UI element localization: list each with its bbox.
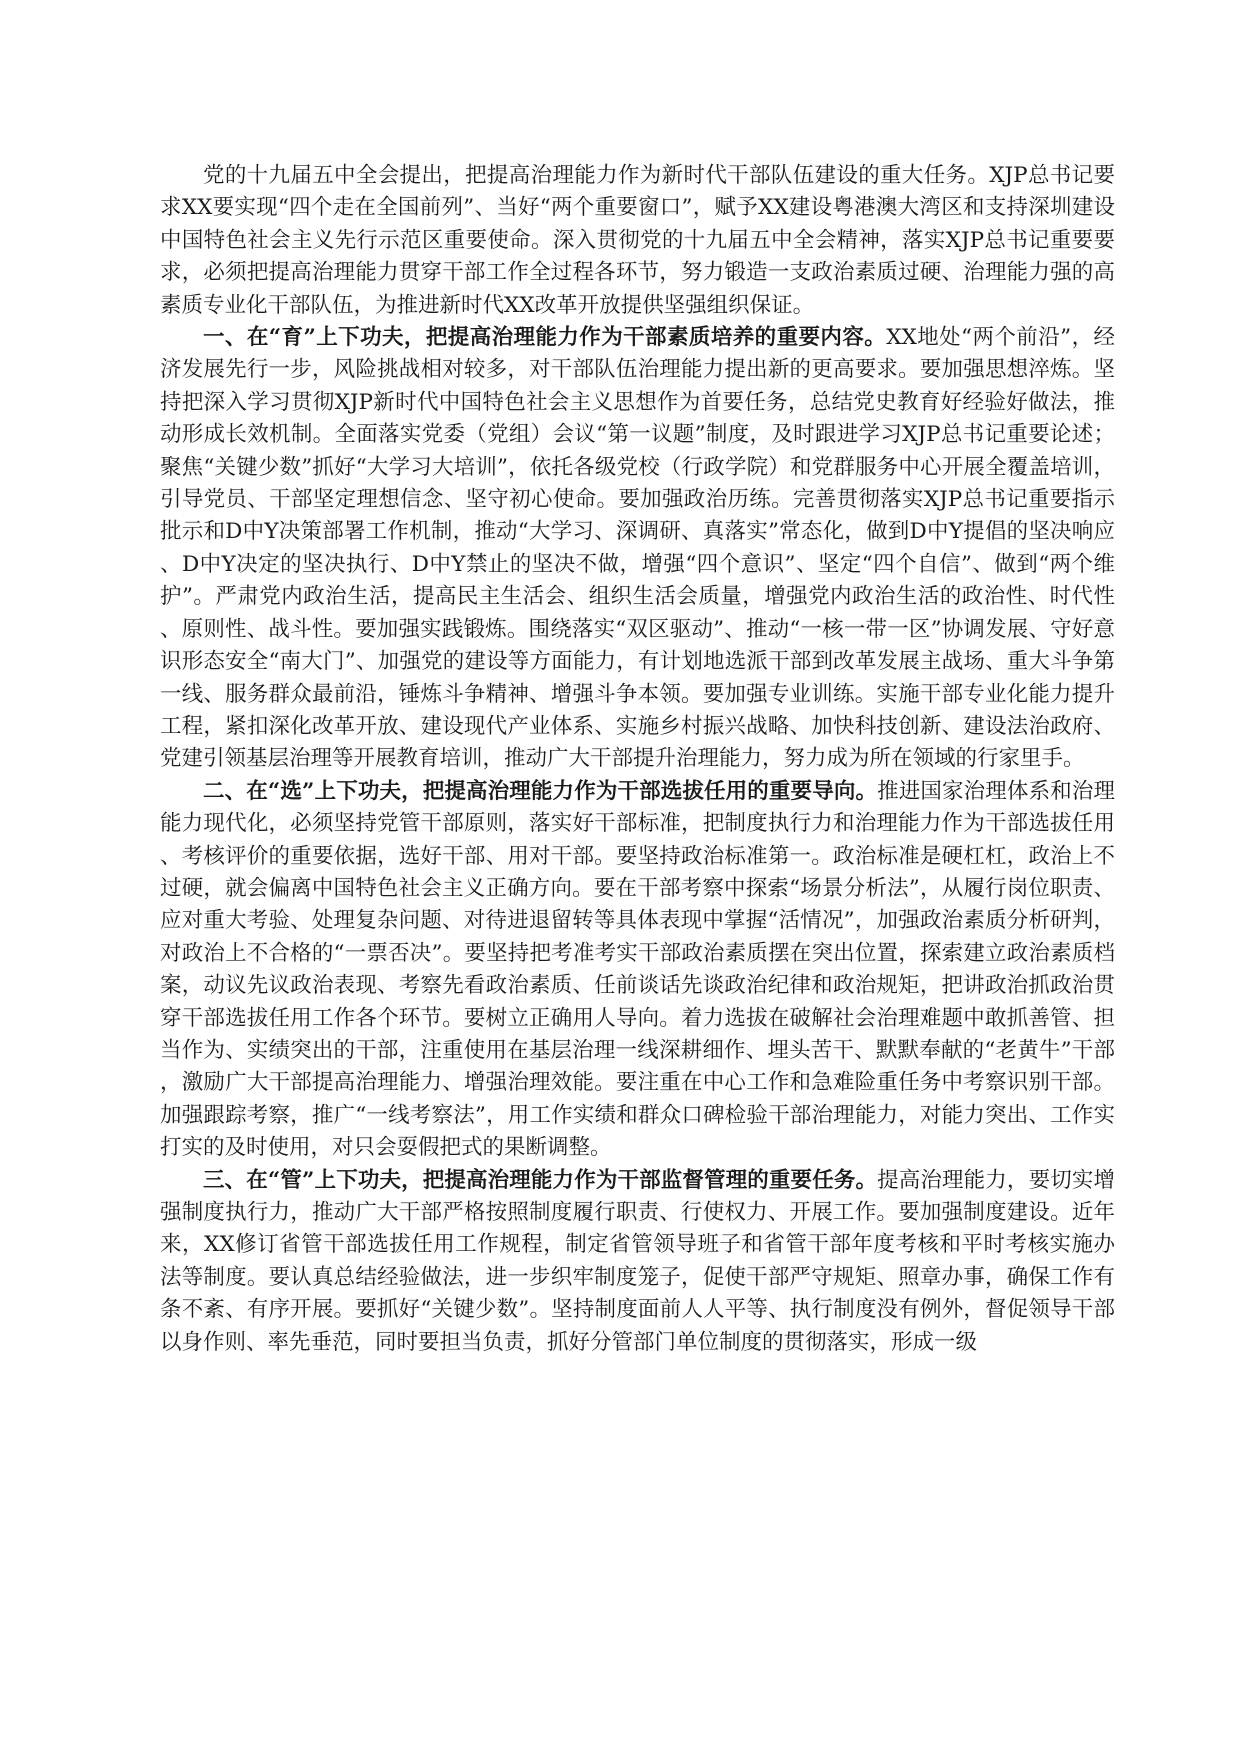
paragraph-text: 提高治理能力，要切实增强制度执行力，推动广大干部严格按照制度履行职责、行使权力、开展工作。要加强制度建设。近年来，XX修订省管干部选拔任用工作规程，制定省管领导班子和省管干部年度考核和平时考核实施办法等制度。要认真总结经验做法，进一步织牢制度笼子，促使干部严守规矩、照章办事，确保工作有条不紊、有序开展。要抓好“关键少数”。坚持制度面前人人平等、执行制度没有例外，督促领导干部以身作则、率先垂范，同时要担当负责，抓好分管部门单位制度的贯彻落实，形成一级: [160, 1167, 1115, 1355]
document-page: [160, 160, 1115, 1359]
paragraph-text: XX地处“两个前沿”，经济发展先行一步，风险挑战相对较多，对干部队伍治理能力提出新的更高要求。要加强思想淬炼。坚持把深入学习贯彻XJP新时代中国特色社会主义思想作为首要任务，总结党史教育好经验好做法，推动形成长效机制。全面落实党委（党组）会议“第一议题”制度，及时跟进学习XJP总书记重要论述；聚焦“关键少数”抓好“大学习大培训”，依托各级党校（行政学院）和党群服务中心开展全覆盖培训，引导党员、干部坚定理想信念、坚守初心使命。要加强政治历练。完善贯彻落实XJP总书记重要指示批示和D中Y决策部署工作机制，推动“大学习、深调研、真落实”常态化，做到D中Y提倡的坚决响应、D中Y决定的坚决执行、D中Y禁止的坚决不做，增强“四个意识”、坚定“四个自信”、做到“两个维护”。严肃党内政治生活，提高民主生活会、组织生活会质量，增强党内政治生活的政治性、时代性、原则性、战斗性。要加强实践锻炼。围绕落实“双区驱动”、推动“一核一带一区”协调发展、守好意识形态安全“南大门”、加强党的建设等方面能力，有计划地选派干部到改革发展主战场、重大斗争第一线、服务群众最前沿，锤炼斗争精神、增强斗争本领。要加强专业训练。实施干部专业化能力提升工程，紧扣深化改革开放、建设现代产业体系、实施乡村振兴战略、加快科技创新、建设法治政府、党建引领基层治理等开展教育培训，推动广大干部提升治理能力，努力成为所在领域的行家里手。: [160, 325, 1115, 772]
section-2-paragraph: [160, 776, 1115, 1165]
paragraph-text: 推进国家治理体系和治理能力现代化，必须坚持党管干部原则，落实好干部标准，把制度执行力和治理能力作为干部选拔任用、考核评价的重要依据，选好干部、用对干部。要坚持政治标准第一。政治标准是硬杠杠，政治上不过硬，就会偏离中国特色社会主义正确方向。要在干部考察中探索“场景分析法”，从履行岗位职责、应对重大考验、处理复杂问题、对待进退留转等具体表现中掌握“活情况”，加强政治素质分析研判，对政治上不合格的“一票否决”。要坚持把考准考实干部政治素质摆在突出位置，探索建立政治素质档案，动议先议政治表现、考察先看政治素质、任前谈话先谈政治纪律和政治规矩，把讲政治抓政治贯穿干部选拔任用工作各个环节。要树立正确用人导向。着力选拔在破解社会治理难题中敢抓善管、担当作为、实绩突出的干部，注重使用在基层治理一线深耕细作、埋头苦干、默默奉献的“老黄牛”干部，激励广大干部提高治理能力、增强治理效能。要注重在中心工作和急难险重任务中考察识别干部。加强跟踪考察，推广“一线考察法”，用工作实绩和群众口碑检验干部治理能力，对能力突出、工作实打实的及时使用，对只会耍假把式的果断调整。: [160, 778, 1115, 1161]
section-2-heading: 二、在“选”上下功夫，把提高治理能力作为干部选拔任用的重要导向。: [203, 778, 878, 804]
intro-paragraph: [160, 160, 1115, 322]
section-3-heading: 三、在“管”上下功夫，把提高治理能力作为干部监督管理的重要任务。: [203, 1167, 878, 1193]
section-1-paragraph: [160, 322, 1115, 776]
section-1-heading: 一、在“育”上下功夫，把提高治理能力作为干部素质培养的重要内容。: [203, 325, 887, 351]
section-3-paragraph: [160, 1165, 1115, 1359]
paragraph-text: 党的十九届五中全会提出，把提高治理能力作为新时代干部队伍建设的重大任务。XJP总书记要求XX要实现“四个走在全国前列”、当好“两个重要窗口”，赋予XX建设粤港澳大湾区和支持深圳建设中国特色社会主义先行示范区重要使命。深入贯彻党的十九届五中全会精神，落实XJP总书记重要要求，必须把提高治理能力贯穿干部工作全过程各环节，努力锻造一支政治素质过硬、治理能力强的高素质专业化干部队伍，为推进新时代XX改革开放提供坚强组织保证。: [160, 163, 1115, 318]
